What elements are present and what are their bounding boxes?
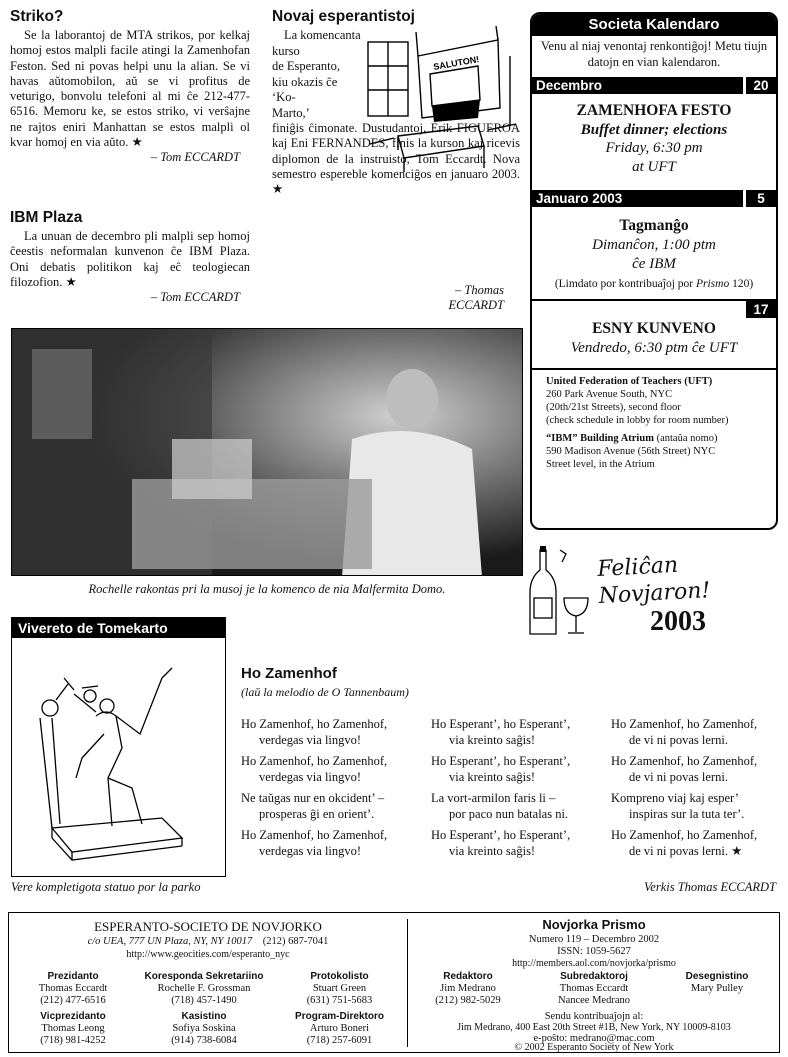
staff-name: Nancee Medrano [557, 995, 630, 1007]
song-line: Ho Zamenhof, ho Zamenhof, [241, 754, 388, 768]
officer-prezidanto [13, 971, 133, 1008]
prismo-send-address: Jim Medrano, 400 East 20th Street #1B, New York, NY 10009-8103 [457, 1022, 731, 1033]
uft-addr3: (check schedule in lobby for room number) [546, 415, 729, 427]
calendar-title: Societa Kalendaro [532, 14, 776, 36]
novaj-line: kiu okazis ĉe ‘Ko- [272, 74, 338, 105]
novaj-byline-line1: – Thomas [455, 283, 504, 297]
officer-role: Prezidanto [47, 971, 99, 982]
song-stanza [431, 753, 609, 785]
officer-name: Rochelle F. Grossman [157, 982, 251, 994]
song-line: Ne taŭgas nur en okcident’ – [241, 791, 385, 805]
event-where: ĉe IBM [632, 255, 676, 272]
song-line: via kreinto saĝis! [449, 770, 536, 784]
month-day: 20 [746, 77, 776, 94]
officer-vicprezidanto [13, 1011, 133, 1048]
photo-placeholder [12, 329, 523, 576]
event-when: Friday, 6:30 pm [605, 140, 703, 157]
event-title: ZAMENHOFA FESTO [576, 102, 732, 120]
ibm-name: “IBM” Building Atrium [546, 432, 654, 444]
song-stanza [241, 790, 426, 822]
staff-role: Desegnistino [685, 971, 749, 982]
officer-koresponda-sekretariino [129, 971, 279, 1008]
officer-phone: (631) 751-5683 [306, 995, 373, 1007]
month-bar-januaro [532, 190, 776, 207]
ibm-name-note: (antaŭa nomo) [653, 432, 718, 444]
month-day: 17 [746, 301, 776, 318]
novaj-line: La komencanta [284, 28, 361, 43]
song-line: Ho Zamenhof, ho Zamenhof, [241, 828, 388, 842]
note-em: Prismo [695, 278, 730, 291]
vivereto-title: Vivereto de Tomekarto [12, 618, 225, 638]
month-bar-spacer [532, 301, 746, 318]
society-phone: (212) 687-7041 [262, 936, 329, 947]
event-when: Dimanĉon, 1:00 ptm [592, 236, 716, 253]
song-stanza [241, 716, 426, 748]
note-post: 120) [729, 278, 754, 291]
officer-role: Protokolisto [310, 971, 369, 982]
societa-kalendaro [530, 12, 778, 530]
statue-drawing [12, 638, 224, 874]
officer-role: Koresponda Sekretariino [144, 971, 264, 982]
song-stanza [611, 790, 781, 822]
novaj-narrow-lines [272, 28, 362, 121]
song-line: de vi ni povas lerni. ★ [629, 844, 743, 858]
song-line: Ho Zamenhof, ho Zamenhof, [611, 754, 758, 768]
officer-kasistino [129, 1011, 279, 1048]
officer-name: Sofiya Soskina [172, 1022, 236, 1034]
novaj-line: Marto,’ [272, 105, 310, 120]
officer-role: Kasistino [181, 1011, 227, 1022]
song-byline: Verkis Thomas ECCARDT [644, 880, 776, 894]
song-line: via kreinto saĝis! [449, 844, 536, 858]
song-line: Ho Esperant’, ho Esperant’, [431, 754, 571, 768]
prismo-issn: ISSN: 1059-5627 [557, 946, 631, 957]
vivereto-caption: Vere kompletigota statuo por la parko [11, 880, 201, 894]
officer-phone: (718) 457-1490 [171, 995, 237, 1007]
ibm-heading: IBM Plaza [10, 209, 83, 226]
prismo-title: Novjorka Prismo [542, 917, 646, 932]
uft-addr2: (20th/21st Streets), second floor [546, 402, 681, 414]
novaj-byline-line2: ECCARDT [448, 298, 504, 312]
location-ibm [532, 428, 776, 471]
song-stanza [431, 716, 609, 748]
society-name: ESPERANTO-SOCIETO DE NOVJORKO [94, 919, 322, 934]
officer-name: Stuart Green [312, 982, 367, 994]
calendar-intro: Venu al niaj venontaj renkontiĝoj! Metu tiujn datojn en vian kalendaron. [540, 39, 768, 69]
ibm-body: La unuan de decembro pli malpli sep homoj ĉeestis neformalan kunvenon ĉe IBM Plaza. Oni debatis politikon kaj eĉ teologiecan filozofion. ★ [10, 229, 250, 289]
uft-name: United Federation of Teachers (UFT) [546, 376, 713, 388]
song-line: Ho Esperant’, ho Esperant’, [431, 828, 571, 842]
officer-program-direktoro [277, 1011, 402, 1048]
event-where: at UFT [632, 159, 676, 176]
song-line: de vi ni povas lerni. [629, 770, 728, 784]
song-line: Ho Esperant’, ho Esperant’, [431, 717, 571, 731]
event-when: Vendredo, 6:30 ptm ĉe UFT [570, 340, 738, 357]
month-day: 5 [746, 190, 776, 207]
song-column-3 [611, 716, 781, 864]
greeting-year: 2003 [650, 606, 706, 637]
event-title: Tagmanĝo [619, 216, 689, 234]
greeting-text: Feliĉan Novjaron! [596, 552, 711, 609]
song-header [241, 666, 409, 699]
staff-role: Redaktoro [443, 971, 493, 982]
officer-phone: (914) 738-6084 [171, 1035, 237, 1047]
article-ibm-plaza [10, 209, 250, 305]
striko-heading: Striko? [10, 8, 64, 25]
officer-phone: (212) 477-6516 [40, 995, 106, 1007]
month-name: Januaro 2003 [532, 190, 743, 207]
striko-body: Se la laborantoj de MTA strikos, por kelkaj homoj estos malpli facile atingi la Zamenhofan Feston. Sed ni povas helpi unu la alian. Se vi havas aŭtomobilon, aŭ se vi profitus de veturigo, bonvolu telefoni al mi ĉe 212-477-6516. Memoru ke, se estos striko, vi verŝajne ne rajtos eniri Manhattan se estos malpli ol kvar homoj en via aŭto. ★ [10, 28, 250, 149]
officer-phone: (718) 257-6091 [306, 1035, 373, 1047]
officer-name: Thomas Eccardt [38, 982, 108, 994]
classroom-cartoon [360, 26, 520, 176]
staff-name: Jim Medrano [440, 982, 496, 994]
song-line: Ho Zamenhof, ho Zamenhof, [611, 828, 758, 842]
vivereto-comic [11, 617, 226, 877]
song-subtitle: (laŭ la melodio de O Tannenbaum) [241, 684, 409, 699]
prismo-designer [659, 971, 775, 995]
prismo-subeditors [529, 971, 659, 1008]
novaj-line: kurso [272, 43, 300, 58]
note-pre: (Limdato por kontribuaĵoj por [554, 278, 696, 291]
event-esny-kunveno [532, 318, 776, 368]
event-note [536, 277, 772, 291]
event-sub: Buffet dinner; elections [580, 122, 728, 139]
footer-divider [407, 919, 408, 1047]
prismo-copyright: © 2002 Esperanto Society of New York [514, 1042, 674, 1053]
song-line: Kompreno viaj kaj esper’ [611, 791, 739, 805]
event-zamenhofa-festo [532, 94, 776, 187]
staff-name: Mary Pulley [690, 982, 744, 994]
song-line: de vi ni povas lerni. [629, 733, 728, 747]
song-stanza [611, 827, 781, 859]
society-address-row [15, 936, 401, 948]
song-line: Ho Zamenhof, ho Zamenhof, [611, 717, 758, 731]
event-title: ESNY KUNVENO [592, 320, 716, 338]
song-line: via kreinto saĝis! [449, 733, 536, 747]
open-house-photo [11, 328, 523, 576]
officer-name: Arturo Boneri [309, 1022, 370, 1034]
song-line: verdegas via lingvo! [259, 733, 362, 747]
month-name: Decembro [532, 77, 743, 94]
staff-name: Thomas Eccardt [559, 982, 629, 994]
song-column-2 [431, 716, 609, 864]
song-stanza [431, 827, 609, 859]
wine-bottle-icon [526, 540, 596, 640]
footer-masthead [8, 912, 780, 1053]
officer-protokolisto [277, 971, 402, 1008]
staff-phone: (212) 982-5029 [435, 995, 501, 1007]
uft-addr1: 260 Park Avenue South, NYC [546, 389, 673, 401]
ibm-addr2: Street level, in the Atrium [546, 458, 655, 470]
song-stanza [611, 716, 781, 748]
society-url: http://www.geocities.com/esperanto_nyc [126, 949, 290, 960]
article-striko [10, 8, 250, 165]
song-line: Ho Zamenhof, ho Zamenhof, [241, 717, 388, 731]
novaj-heading: Novaj esperantistoj [272, 8, 415, 25]
location-uft [532, 370, 776, 428]
month-bar-decembro [532, 77, 776, 94]
ibm-byline: – Tom ECCARDT [150, 290, 240, 305]
novaj-line: de Esperanto, [272, 59, 341, 74]
song-line: inspiras sur la tuta ter’. [629, 807, 745, 821]
officer-phone: (718) 981-4252 [40, 1035, 106, 1047]
prismo-url: http://members.aol.com/novjorka/prismo [512, 958, 676, 969]
event-tagmango [532, 207, 776, 299]
song-column-1 [241, 716, 426, 864]
song-stanza [241, 827, 426, 859]
officer-role: Vicprezidanto [40, 1011, 106, 1022]
song-line: verdegas via lingvo! [259, 844, 362, 858]
song-stanza [431, 790, 609, 822]
song-line: prosperas ĝi en orient’. [259, 807, 375, 821]
song-line: verdegas via lingvo! [259, 770, 362, 784]
novaj-body: finiĝis ĉimonate. Dustudantoj, Erik FIGUEROA kaj Eni FERNANDES, finis la kurson kaj ricevis diplomon de la instruisto, Tom Eccardt. Nova semestro espereble komenciĝos en januaro 2003. ★ [272, 121, 520, 197]
song-stanza [241, 753, 426, 785]
photo-caption: Rochelle rakontas pri la musoj je la komenco de nia Malfermita Domo. [88, 582, 446, 596]
prismo-email: e-poŝto: medrano@mac.com [533, 1033, 655, 1044]
song-stanza [611, 753, 781, 785]
prismo-issue: Numero 119 – Decembro 2002 [528, 934, 660, 945]
officer-role: Program-Direktoro [295, 1011, 384, 1022]
song-title: Ho Zamenhof [241, 665, 337, 682]
prismo-send: Sendu kontribuaĵojn al: [544, 1011, 644, 1022]
prismo-editor [413, 971, 523, 1008]
society-address: c/o UEA, 777 UN Plaza, NY, NY 10017 [87, 936, 253, 947]
officer-name: Thomas Leong [41, 1022, 105, 1034]
ibm-addr1: 590 Madison Avenue (56th Street) NYC [546, 445, 716, 457]
staff-role: Subredaktoroj [560, 971, 628, 982]
cartoon-sign-text: SALUTON! [432, 54, 480, 72]
novaj-byline [448, 283, 504, 313]
month-bar-day17 [532, 301, 776, 318]
striko-byline: – Tom ECCARDT [150, 150, 240, 165]
song-line: por paco nun batalas ni. [449, 807, 569, 821]
song-line: La vort-armilon faris li – [431, 791, 556, 805]
article-novaj-esperantistoj [272, 8, 520, 318]
